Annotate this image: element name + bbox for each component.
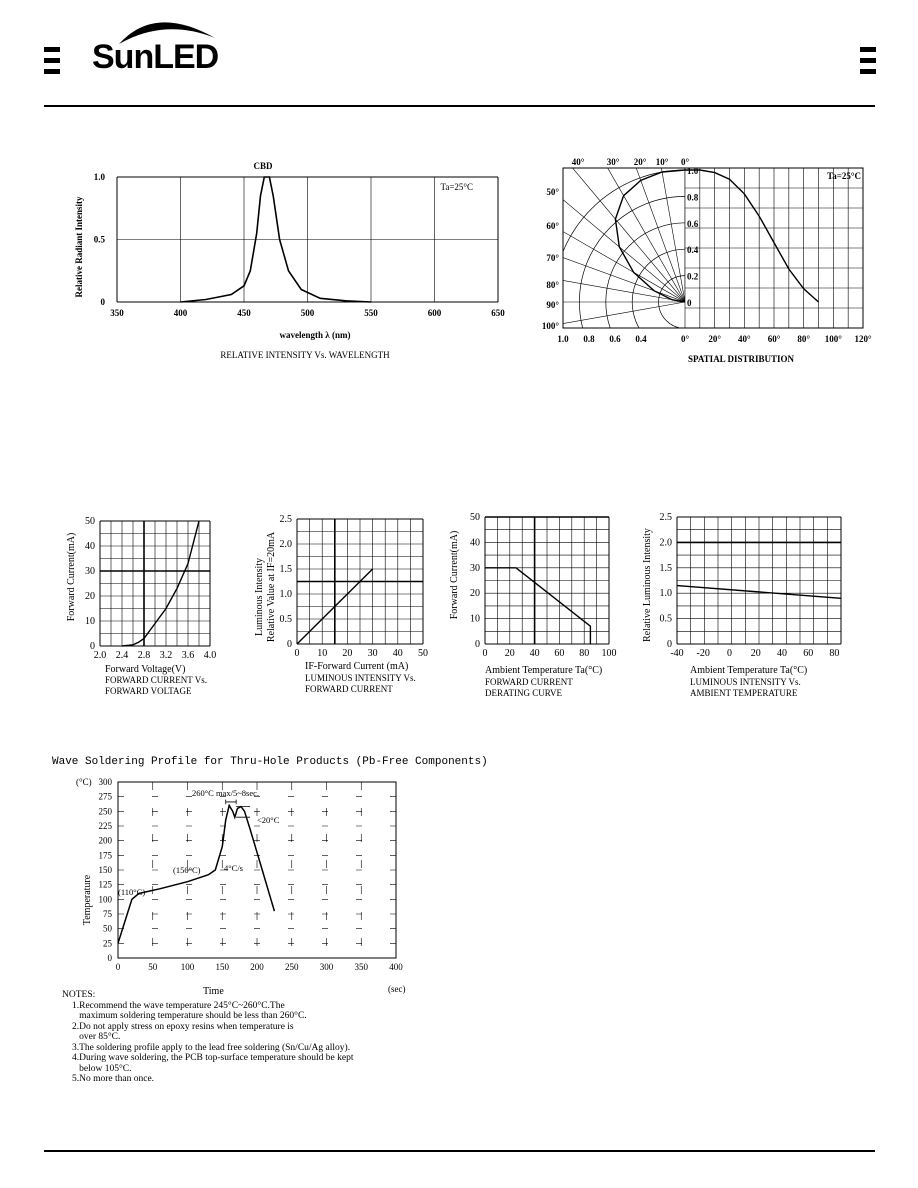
x-tick-label: -40 <box>670 648 684 659</box>
angle-label: 20° <box>633 157 647 167</box>
spatial-curve <box>685 170 819 302</box>
x-tick-label: 650 <box>491 308 505 318</box>
y-tick-label: 150 <box>98 865 112 875</box>
x-tick-label: 0 <box>294 648 300 659</box>
li-xlabel: IF-Forward Current (mA) <box>305 661 409 672</box>
x-tick-label: 400 <box>389 962 403 972</box>
x-tick-label: 50 <box>148 962 158 972</box>
angle-label: 100° <box>824 334 842 344</box>
x-tick-label: 60 <box>803 648 814 659</box>
scale-label: 0.8 <box>687 192 699 203</box>
x-tick-label: 40 <box>392 648 403 659</box>
angle-label: 120° <box>854 334 872 344</box>
x-tick-label: 550 <box>364 308 378 318</box>
notes-head: NOTES: <box>62 990 96 1000</box>
x-tick-label: 20 <box>750 648 761 659</box>
scale-label: 0.2 <box>687 271 699 282</box>
x-tick-label: 0 <box>482 648 488 659</box>
x-tick-label: 450 <box>237 308 251 318</box>
x-tick-label: 20 <box>342 648 353 659</box>
x-tick-label: 2.0 <box>93 650 107 661</box>
peak-bracket <box>226 800 236 805</box>
y-tick-label: 30 <box>85 566 95 577</box>
note-line: 2.Do not apply stress on epoxy resins when temperature is <box>72 1021 294 1032</box>
angle-label: 50° <box>546 187 559 197</box>
temp-xlabel: Ambient Temperature Ta(°C) <box>690 665 808 676</box>
x-tick-label: 40 <box>777 648 787 659</box>
derating-ylabel: Forward Current(mA) <box>449 530 460 620</box>
angle-label: 0° <box>680 334 690 344</box>
y-tick-label: 1.0 <box>659 588 672 600</box>
angle-label: 60° <box>546 221 559 231</box>
y-tick-label: 300 <box>98 777 112 787</box>
y-tick-label: 10 <box>470 613 480 625</box>
scale-label: 1.0 <box>557 334 569 344</box>
x-tick-label: 400 <box>173 308 188 318</box>
x-tick-label: 600 <box>427 308 442 318</box>
y-tick-label: 2.0 <box>279 539 292 550</box>
x-tick-label: 150 <box>215 962 229 972</box>
y-tick-label: 0 <box>90 641 95 652</box>
y-tick-label: 20 <box>85 591 95 602</box>
scale-label: 0.6 <box>609 334 621 344</box>
temp-ylabel: Relative Luminous Intensity <box>642 528 653 642</box>
spectrum-chart <box>60 155 520 370</box>
y-tick-label: 10 <box>85 616 95 627</box>
li-caption-2: FORWARD CURRENT <box>305 684 393 694</box>
y-tick-label: 0 <box>100 297 105 307</box>
scale-label: 0.6 <box>687 218 699 229</box>
y-tick-label: 100 <box>98 894 112 905</box>
angle-label: 10° <box>655 157 669 167</box>
spatial-caption: SPATIAL DISTRIBUTION <box>688 354 794 364</box>
x-tick-label: 0 <box>727 648 732 659</box>
scale-label: 0.4 <box>687 245 699 256</box>
iv-caption-1: FORWARD CURRENT Vs. <box>105 675 207 685</box>
spatial-chart <box>535 155 885 370</box>
note-line: over 85°C. <box>72 1032 121 1042</box>
y-tick-label: 0 <box>667 639 672 650</box>
angle-label: 100° <box>541 321 559 331</box>
note-line: 3.The soldering profile apply to the lead free soldering (Sn/Cu/Ag alloy). <box>72 1042 351 1053</box>
spectrum-series-label: CBD <box>253 161 273 171</box>
y-tick-label: 0.5 <box>659 613 672 625</box>
left-logo-bars <box>44 47 60 74</box>
li-ylabel-2: Relative Value at IF=20mA <box>266 531 277 643</box>
x-tick-label: 100 <box>601 648 617 659</box>
y-tick-label: 0 <box>107 953 112 963</box>
y-tick-label: 2.5 <box>659 512 672 523</box>
li-chart <box>250 505 440 705</box>
y-tick-label: 50 <box>85 516 95 527</box>
x-tick-label: 4.0 <box>203 650 217 661</box>
x-tick-label: 50 <box>418 648 428 659</box>
y-tick-label: 0 <box>475 639 480 650</box>
angle-label: 80° <box>797 334 810 344</box>
y-tick-label: 200 <box>98 835 112 846</box>
x-tick-label: 250 <box>285 962 299 972</box>
scale-label: 0 <box>687 298 692 308</box>
header-rule <box>44 105 875 107</box>
x-tick-label: 80 <box>829 648 840 659</box>
scale-label: 1.0 <box>687 166 699 176</box>
y-tick-label: 0.5 <box>93 234 105 245</box>
y-tick-label: 40 <box>85 541 95 552</box>
y-tick-label: 2.5 <box>279 514 292 525</box>
x-tick-label: 80 <box>579 648 590 659</box>
spectrum-caption: RELATIVE INTENSITY Vs. WAVELENGTH <box>220 350 390 360</box>
notes <box>62 990 354 1085</box>
x-tick-label: 350 <box>110 308 124 318</box>
x-tick-label: 350 <box>354 962 368 972</box>
angle-label: 70° <box>546 253 559 263</box>
li-caption-1: LUMINOUS INTENSITY Vs. <box>305 673 416 683</box>
x-tick-label: 40 <box>529 648 540 659</box>
x-tick-label: -20 <box>696 648 710 659</box>
x-tick-label: 60 <box>554 648 565 659</box>
angle-label: 80° <box>546 280 559 290</box>
brand-logo: SunLED <box>92 38 219 76</box>
y-tick-label: 1.0 <box>93 172 105 182</box>
spectrum-xlabel: wavelength λ (nm) <box>279 330 351 340</box>
y-tick-label: 50 <box>470 512 480 523</box>
x-tick-label: 3.6 <box>181 650 195 661</box>
y-tick-label: 1.5 <box>279 564 292 575</box>
derating-xlabel: Ambient Temperature Ta(°C) <box>485 665 603 676</box>
x-tick-label: 10 <box>317 648 328 659</box>
x-tick-label: 0 <box>115 962 121 972</box>
y-tick-label: 275 <box>98 791 112 802</box>
angle-label: 90° <box>546 300 559 310</box>
ann-4: 4°C/s <box>224 863 243 873</box>
note-line: maximum soldering temperature should be less than 260°C. <box>72 1011 307 1021</box>
soldering-yunit: (°C) <box>76 777 92 787</box>
iv-chart <box>60 505 240 705</box>
soldering-xunit: (sec) <box>388 984 406 994</box>
x-tick-label: 500 <box>300 308 315 318</box>
temp-caption-2: AMBIENT TEMPERATURE <box>690 688 798 698</box>
derating-caption-1: FORWARD CURRENT <box>485 677 573 687</box>
iv-ylabel: Forward Current(mA) <box>66 532 77 622</box>
x-tick-label: 2.4 <box>115 650 129 661</box>
angle-label: 30° <box>606 157 620 167</box>
soldering-chart <box>60 772 420 997</box>
ann-peak: 260°C max/5~8sec. <box>192 788 260 798</box>
y-tick-label: 0 <box>287 639 292 650</box>
angle-label: 60° <box>767 334 781 344</box>
li-ylabel-1: Luminous Intensity <box>254 557 265 637</box>
x-tick-label: 20 <box>504 648 515 659</box>
angle-label: 0° <box>680 157 690 167</box>
x-tick-label: 3.2 <box>159 650 173 661</box>
y-tick-label: 1.5 <box>659 562 672 574</box>
y-tick-label: 1.0 <box>279 589 292 600</box>
x-tick-label: 300 <box>319 962 334 972</box>
right-logo-bars <box>860 47 876 74</box>
note-line: 1.Recommend the wave temperature 245°C~260°C.The <box>72 1000 285 1011</box>
ann-110: (110°C) <box>118 887 146 897</box>
y-tick-label: 2.0 <box>659 537 672 549</box>
derating-caption-2: DERATING CURVE <box>485 688 563 698</box>
y-tick-label: 30 <box>470 562 480 574</box>
angle-label: 40° <box>571 157 585 167</box>
angle-label: 20° <box>708 334 721 344</box>
x-tick-label: 100 <box>180 962 195 972</box>
ann-20: <20°C <box>257 815 280 825</box>
soldering-xlabel: Time <box>203 986 224 997</box>
scale-label: 0.8 <box>583 334 595 344</box>
y-tick-label: 175 <box>98 850 112 861</box>
y-tick-label: 75 <box>103 909 112 919</box>
iv-xlabel: Forward Voltage(V) <box>105 664 186 675</box>
note-line: 5.No more than once. <box>72 1074 155 1084</box>
temp-chart <box>635 505 865 705</box>
y-tick-label: 250 <box>98 806 112 817</box>
note-line: below 105°C. <box>72 1063 132 1074</box>
ann-150: (150°C) <box>173 865 201 875</box>
y-tick-label: 40 <box>470 537 480 549</box>
y-tick-label: 20 <box>470 588 480 600</box>
scale-label: 0.4 <box>635 334 647 344</box>
iv-caption-2: FORWARD VOLTAGE <box>105 686 192 696</box>
temp-caption-1: LUMINOUS INTENSITY Vs. <box>690 677 801 687</box>
spatial-ta: Ta=25°C <box>827 171 861 181</box>
x-tick-label: 2.8 <box>137 650 151 661</box>
footer-rule <box>44 1150 875 1152</box>
spectrum-ta: Ta=25°C <box>440 182 473 192</box>
derating-chart <box>445 505 625 705</box>
y-tick-label: 225 <box>98 821 112 831</box>
y-tick-label: 50 <box>103 923 112 934</box>
x-tick-label: 30 <box>367 648 378 659</box>
x-tick-label: 200 <box>250 962 264 972</box>
spectrum-ylabel: Relative Radiant Intensity <box>74 196 84 298</box>
note-line: 4.During wave soldering, the PCB top-surface temperature should be kept <box>72 1053 354 1063</box>
y-tick-label: 125 <box>98 879 112 890</box>
y-tick-label: 0.5 <box>279 614 292 625</box>
y-tick-label: 25 <box>103 938 112 949</box>
soldering-ylabel: Temperature <box>82 874 93 926</box>
soldering-title: Wave Soldering Profile for Thru-Hole Products (Pb-Free Components) <box>52 756 488 768</box>
angle-label: 40° <box>738 334 751 344</box>
polar-spoke <box>579 155 685 302</box>
